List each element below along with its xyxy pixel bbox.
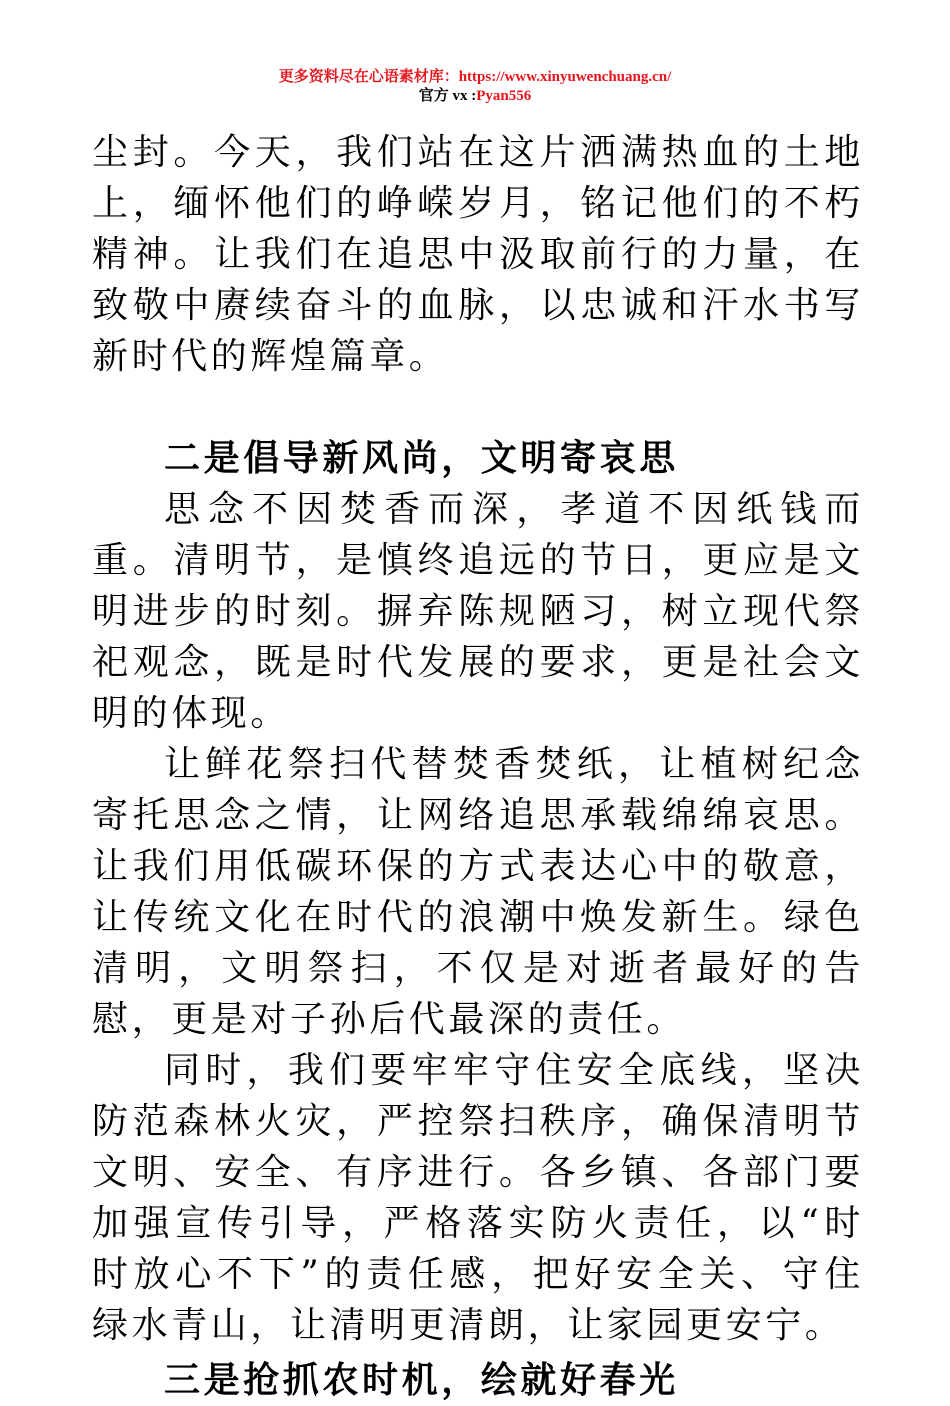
header-line-1	[0, 68, 950, 87]
section-spacer	[92, 382, 864, 433]
document-body	[92, 127, 864, 1406]
header-promo-text: 更多资料尽在心语素材库：	[278, 69, 459, 85]
paragraph-1: 思念不因焚香而深，孝道不因纸钱而重。清明节，是慎终追远的节日，更应是文明进步的时刻。摒弃陈规陋习，树立现代祭祀观念，既是时代发展的要求，更是社会文明的体现。	[92, 489, 864, 734]
header-line-2	[0, 87, 950, 106]
header-url-link[interactable]: https://www.xinyuwenchuang.cn/	[458, 69, 672, 85]
paragraph-2: 让鲜花祭扫代替焚香焚纸，让植树纪念寄托思念之情，让网络追思承载绵绵哀思。让我们用低碳环保的方式表达心中的敬意，让传统文化在时代的浪潮中焕发新生。绿色清明，文明祭扫，不仅是对逝者最好的告慰，更是对子孙后代最深的责任。	[92, 744, 864, 1040]
section-heading-3: 三是抢抓农时机，绘就好春光	[164, 1359, 679, 1401]
section-heading-2: 二是倡导新风尚，文明寄哀思	[164, 437, 679, 479]
page-header	[0, 68, 950, 106]
paragraph-continuation: 尘封。今天，我们站在这片洒满热血的土地上，缅怀他们的峥嵘岁月，铭记他们的不朽精神。让我们在追思中汲取前行的力量，在致敬中赓续奋斗的血脉，以忠诚和汗水书写新时代的辉煌篇章。	[92, 132, 864, 377]
header-vx-id: Pyan556	[476, 88, 532, 104]
header-vx-label: 官方 vx :	[418, 88, 477, 104]
paragraph-3: 同时，我们要牢牢守住安全底线，坚决防范森林火灾，严控祭扫秩序，确保清明节文明、安全、有序进行。各乡镇、各部门要加强宣传引导，严格落实防火责任，以“时时放心不下”的责任感，把好安全关、守住绿水青山，让清明更清朗，让家园更安宁。	[92, 1050, 864, 1346]
